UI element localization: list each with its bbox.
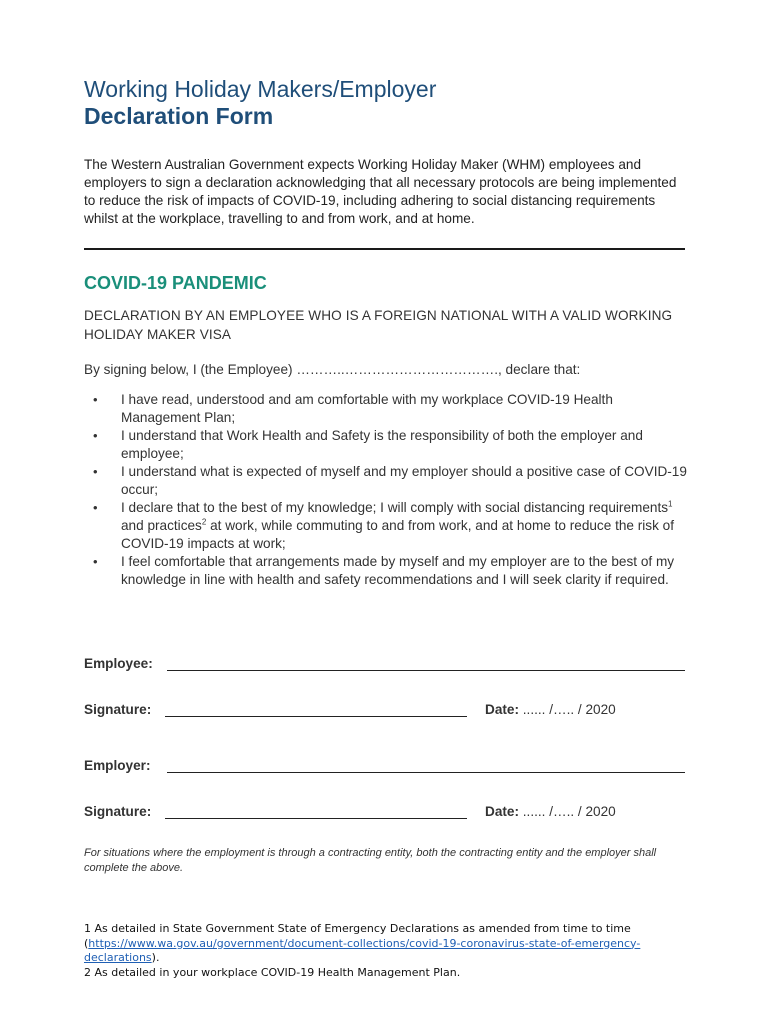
bullet-icon: •	[93, 464, 98, 479]
employer-signature-field[interactable]	[165, 818, 467, 819]
list-item: • I understand what is expected of myself and my employer should a positive case of COVID-19 occur;	[93, 464, 687, 497]
employee-name-field[interactable]	[167, 670, 685, 671]
contracting-note: For situations where the employment is through a contracting entity, both the contracting entity and the employer shall complete the above.	[84, 847, 657, 874]
form-body	[84, 76, 689, 589]
employer-date[interactable]: Date: ...... /….. / 2020	[485, 804, 616, 819]
employee-signature-label: Signature:	[84, 702, 152, 717]
employee-date[interactable]: Date: ...... /….. / 2020	[485, 702, 616, 717]
page-title-line1: Working Holiday Makers/Employer	[84, 76, 437, 102]
employer-signature-label: Signature:	[84, 804, 152, 819]
bullet-icon: •	[93, 500, 98, 515]
page-title-line2: Declaration Form	[84, 103, 274, 129]
employer-label: Employer:	[84, 758, 151, 773]
declaration-points	[84, 391, 689, 589]
list-item: • I understand that Work Health and Safety is the responsibility of both the employer and employee;	[93, 428, 643, 461]
employer-name-field[interactable]	[167, 772, 685, 773]
employee-label: Employee:	[84, 656, 153, 671]
intro-paragraph: The Western Australian Government expects Working Holiday Maker (WHM) employees and employers to sign a declaration acknowledging that all necessary protocols are being implemented to reduce the risk of impacts of COVID-19, including adhering to social distancing requirements whilst at the workplace, travelling to and from work, and at home.	[84, 157, 677, 226]
divider	[84, 248, 685, 250]
section-heading: COVID-19 PANDEMIC	[84, 273, 267, 293]
list-item: • I have read, understood and am comfortable with my workplace COVID-19 Health Management Plan;	[93, 392, 613, 425]
list-item: • I feel comfortable that arrangements made by myself and my employer are to the best of my knowledge in line with health and safety recommendations and I will seek clarity if required.	[93, 554, 675, 587]
by-signing-statement: By signing below, I (the Employee) ………..……………………………., declare that:	[84, 362, 581, 377]
footnotes	[84, 922, 694, 980]
declaration-heading: DECLARATION BY AN EMPLOYEE WHO IS A FOREIGN NATIONAL WITH A VALID WORKING HOLIDAY MAKER VISA	[84, 308, 673, 342]
footnote-2: 2 As detailed in your workplace COVID-19 Health Management Plan.	[84, 965, 461, 979]
employee-signature-field[interactable]	[165, 716, 467, 717]
footnote-1: 1 As detailed in State Government State of Emergency Declarations as amended from time to time (https://www.wa.gov.au/government/document-collections/covid-19-coronavirus-state-of-emergency-declarations).	[84, 922, 641, 964]
footnote-ref-2[interactable]: 2	[201, 517, 207, 527]
list-item: • I declare that to the best of my knowledge; I will comply with social distancing requirements$^1$ and practices$^2$ at work, while commuting to and from work, and at home to reduce the risk of COVID-19 impacts at work;	[93, 499, 674, 551]
bullet-icon: •	[93, 554, 98, 569]
footnote-link[interactable]: https://www.wa.gov.au/government/document-collections/covid-19-coronavirus-state-of-emergency-declarations	[84, 936, 641, 964]
bullet-icon: •	[93, 392, 98, 407]
footnote-ref-1[interactable]: 1	[668, 499, 673, 509]
bullet-icon: •	[93, 428, 98, 443]
